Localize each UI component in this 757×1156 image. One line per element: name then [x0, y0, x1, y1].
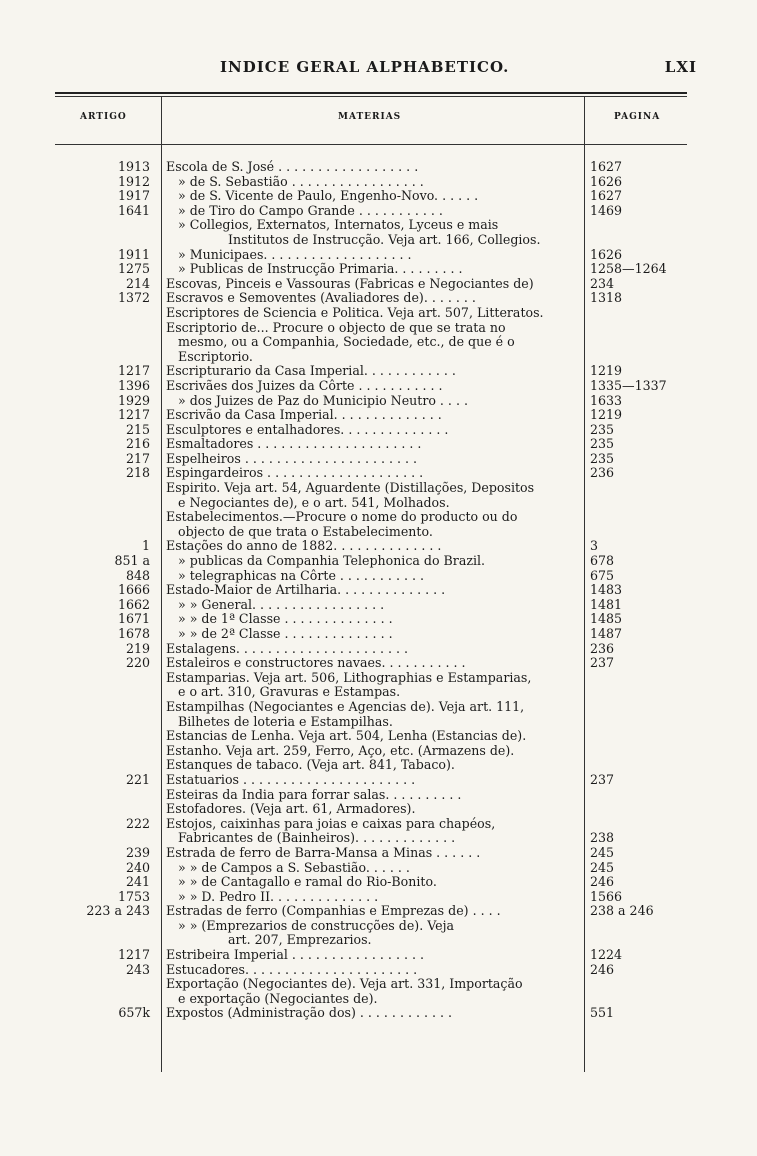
materia-cell: Estofadores. (Veja art. 61, Armadores).: [166, 802, 416, 817]
table-row: [0, 335, 757, 350]
artigo-cell: 219: [125, 640, 150, 656]
artigo-cell: 1753: [117, 888, 150, 904]
pagina-cell: 237: [590, 771, 615, 787]
artigo-cell: 223 a 243: [86, 903, 150, 919]
pagina-cell: 237: [590, 655, 615, 671]
table-row: [0, 758, 757, 773]
pagina-cell: 1318: [590, 290, 623, 306]
table-row: [0, 831, 757, 846]
materia-cell: » » de Cantagallo e ramal do Rio-Bonito.: [178, 875, 437, 890]
table-row: [0, 233, 757, 248]
materia-cell: » telegraphicas na Côrte . . . . . . . . . . .: [178, 568, 424, 583]
artigo-cell: 215: [125, 421, 150, 437]
materia-cell: Estrada de ferro de Barra-Mansa a Minas . . . . . .: [166, 845, 481, 860]
artigo-cell: 214: [125, 275, 150, 291]
pagina-cell: 235: [590, 450, 615, 466]
pagina-cell: 1566: [590, 888, 623, 904]
table-row: [0, 554, 757, 569]
page-header: [0, 58, 757, 82]
artigo-cell: 1913: [117, 159, 150, 174]
table-row: [0, 204, 757, 219]
pagina-cell: 1258—1264: [590, 261, 667, 277]
pagina-cell: 1487: [590, 626, 623, 641]
page-title: INDICE GERAL ALPHABETICO.: [220, 58, 510, 76]
table-row: [0, 933, 757, 948]
materia-cell: Escripturario da Casa Imperial. . . . . . . . . . . .: [166, 364, 456, 379]
table-row: [0, 350, 757, 365]
materia-cell: Exportação (Negociantes de). Veja art. 331, Importação: [166, 977, 523, 992]
table-row: [0, 481, 757, 496]
pagina-cell: 1483: [590, 582, 623, 598]
artigo-cell: 1396: [117, 377, 150, 393]
materia-cell: Escriptorio.: [178, 349, 253, 364]
table-row: [0, 189, 757, 204]
table-row: [0, 539, 757, 554]
materia-cell: Estribeira Imperial . . . . . . . . . . . . . . . . .: [166, 948, 424, 963]
artigo-cell: 1662: [117, 596, 150, 612]
artigo-cell: 221: [125, 771, 150, 787]
table-row: [0, 802, 757, 817]
table-row: [0, 729, 757, 744]
pagina-cell: 1335—1337: [590, 377, 667, 393]
artigo-cell: 243: [125, 961, 150, 977]
table-row: [0, 744, 757, 759]
pagina-cell: 245: [590, 859, 615, 875]
pagina-cell: 1485: [590, 611, 623, 627]
materia-cell: Esteiras da India para forrar salas. . . . . . . . . .: [166, 787, 462, 802]
materia-cell: e Negociantes de), e o art. 541, Molhados.: [178, 495, 450, 510]
table-row: [0, 919, 757, 934]
table-row: [0, 525, 757, 540]
table-row: [0, 788, 757, 803]
table-row: [0, 890, 757, 905]
pagina-cell: 3: [590, 538, 599, 554]
materia-cell: Estabelecimentos.—Procure o nome do producto ou do: [166, 510, 518, 525]
materia-cell: Estradas de ferro (Companhias e Emprezas de) . . . .: [166, 904, 501, 919]
materia-cell: Escriptores de Sciencia e Politica. Veja art. 507, Litteratos.: [166, 305, 544, 320]
table-row: [0, 963, 757, 978]
materia-cell: Escrivães dos Juizes da Côrte . . . . . . . . . . .: [166, 378, 443, 393]
table-row: [0, 175, 757, 190]
artigo-cell: 220: [125, 655, 150, 671]
table-row: [0, 394, 757, 409]
table-row: [0, 875, 757, 890]
table-row: [0, 466, 757, 481]
artigo-cell: 1217: [117, 363, 150, 379]
materia-cell: » de Tiro do Campo Grande . . . . . . . . . . .: [178, 203, 443, 218]
materia-cell: Escriptorio de... Procure o objecto de que se trata no: [166, 320, 506, 335]
table-row: [0, 248, 757, 263]
table-row: [0, 583, 757, 598]
pagina-cell: 1633: [590, 392, 623, 408]
materia-cell: Espingardeiros . . . . . . . . . . . . . . . . . . . .: [166, 466, 424, 481]
materia-cell: » » (Emprezarios de construcções de). Veja: [178, 918, 455, 933]
table-row: [0, 452, 757, 467]
table-row: [0, 379, 757, 394]
materia-cell: Escrivão da Casa Imperial. . . . . . . . . . . . . .: [166, 408, 442, 423]
table-row: [0, 408, 757, 423]
pagina-cell: 238 a 246: [590, 903, 654, 919]
table-row: [0, 817, 757, 832]
pagina-cell: 1626: [590, 246, 623, 262]
materia-cell: » » General. . . . . . . . . . . . . . . . .: [178, 597, 385, 612]
table-row: [0, 1006, 757, 1021]
artigo-cell: 239: [125, 844, 150, 860]
materia-cell: Estaleiros e constructores navaes. . . . . . . . . . .: [166, 656, 466, 671]
artigo-cell: 848: [125, 567, 150, 583]
table-row: [0, 671, 757, 686]
materia-cell: Estucadores. . . . . . . . . . . . . . . . . . . . . .: [166, 962, 418, 977]
materia-cell: Estanques de tabaco. (Veja art. 841, Tabaco).: [166, 758, 455, 773]
materia-cell: Expostos (Administração dos) . . . . . . . . . . . .: [166, 1006, 452, 1021]
materia-cell: » » de 2ª Classe . . . . . . . . . . . . . .: [178, 627, 393, 641]
artigo-cell: 240: [125, 859, 150, 875]
pagina-cell: 1219: [590, 407, 623, 423]
artigo-cell: 1666: [117, 582, 150, 598]
artigo-cell: 657k: [118, 1005, 150, 1021]
table-row: [0, 218, 757, 233]
materia-cell: Estamparias. Veja art. 506, Lithographias e Estamparias,: [166, 670, 532, 685]
table-row: [0, 306, 757, 321]
materia-cell: » de S. Vicente de Paulo, Engenho-Novo. . . . . .: [178, 189, 479, 204]
table-row: [0, 364, 757, 379]
artigo-cell: 1: [141, 538, 150, 554]
page-number: LXI: [664, 58, 697, 76]
materia-cell: » » de Campos a S. Sebastião. . . . . .: [178, 860, 410, 875]
pagina-cell: 1219: [590, 363, 623, 379]
artigo-cell: 1372: [117, 290, 150, 306]
materia-cell: objecto de que trata o Estabelecimento.: [178, 524, 433, 539]
table-row: [0, 437, 757, 452]
pagina-cell: 1224: [590, 947, 623, 963]
materia-cell: Escovas, Pinceis e Vassouras (Fabricas e Negociantes de): [166, 276, 534, 291]
artigo-cell: 1912: [117, 173, 150, 189]
table-row: [0, 160, 757, 175]
table-row: [0, 700, 757, 715]
artigo-cell: 1217: [117, 947, 150, 963]
materia-cell: » dos Juizes de Paz do Municipio Neutro . . . .: [178, 393, 468, 408]
table-row: [0, 569, 757, 584]
table-row: [0, 685, 757, 700]
artigo-cell: 222: [125, 815, 150, 831]
pagina-cell: 246: [590, 961, 615, 977]
artigo-cell: 241: [125, 874, 150, 890]
materia-cell: » Municipaes. . . . . . . . . . . . . . . . . . .: [178, 247, 412, 262]
artigo-cell: 1275: [117, 261, 150, 277]
materia-cell: » » de 1ª Classe . . . . . . . . . . . . . .: [178, 612, 393, 627]
column-header-pagina: PAGINA: [614, 112, 661, 122]
pagina-cell: 1627: [590, 159, 623, 174]
table-row: [0, 992, 757, 1007]
table-row: [0, 277, 757, 292]
materia-cell: » publicas da Companhia Telephonica do Brazil.: [178, 554, 486, 569]
pagina-cell: 235: [590, 436, 615, 452]
table-row: [0, 291, 757, 306]
pagina-cell: 675: [590, 567, 615, 583]
table-row: [0, 656, 757, 671]
materia-cell: Fabricantes de (Bainheiros). . . . . . . . . . . . .: [178, 831, 456, 846]
artigo-cell: 218: [125, 465, 150, 481]
materia-cell: e o art. 310, Gravuras e Estampas.: [178, 685, 401, 700]
pagina-cell: 246: [590, 874, 615, 890]
pagina-cell: 234: [590, 275, 615, 291]
pagina-cell: 1469: [590, 202, 623, 218]
table-row: [0, 773, 757, 788]
pagina-cell: 238: [590, 830, 615, 846]
materia-cell: Estalagens. . . . . . . . . . . . . . . . . . . . . .: [166, 641, 408, 656]
pagina-cell: 551: [590, 1005, 615, 1021]
column-header-artigo: ARTIGO: [80, 112, 127, 122]
pagina-cell: 1481: [590, 596, 623, 612]
table-row: [0, 627, 757, 642]
table-row: [0, 423, 757, 438]
pagina-cell: 245: [590, 844, 615, 860]
table-row: [0, 904, 757, 919]
materia-cell: » de S. Sebastião . . . . . . . . . . . . . . . . .: [178, 174, 424, 189]
pagina-cell: 236: [590, 640, 615, 656]
materia-cell: Espelheiros . . . . . . . . . . . . . . . . . . . . . .: [166, 451, 417, 466]
materia-cell: Esculptores e entalhadores. . . . . . . . . . . . . .: [166, 422, 449, 437]
artigo-cell: 1641: [117, 202, 150, 218]
materia-cell: Estancias de Lenha. Veja art. 504, Lenha (Estancias de).: [166, 729, 527, 744]
artigo-cell: 1911: [117, 246, 150, 262]
table-row: [0, 642, 757, 657]
materia-cell: » » D. Pedro II. . . . . . . . . . . . . .: [178, 889, 379, 904]
materia-cell: art. 207, Emprezarios.: [228, 933, 372, 948]
materia-cell: Estampilhas (Negociantes e Agencias de). Veja art. 111,: [166, 699, 525, 714]
artigo-cell: 851 a: [114, 553, 150, 569]
table-row: [0, 846, 757, 861]
materia-cell: e exportação (Negociantes de).: [178, 991, 378, 1006]
column-header-rule: [55, 144, 687, 145]
header-rule-thin: [55, 96, 687, 97]
pagina-cell: 1626: [590, 173, 623, 189]
materia-cell: Esmaltadores . . . . . . . . . . . . . . . . . . . . .: [166, 437, 422, 452]
artigo-cell: 1929: [117, 392, 150, 408]
pagina-cell: 236: [590, 465, 615, 481]
materia-cell: Estações do anno de 1882. . . . . . . . . . . . . .: [166, 539, 442, 554]
materia-cell: » Publicas de Instrucção Primaria. . . . . . . . .: [178, 262, 463, 277]
table-row: [0, 948, 757, 963]
table-row: [0, 262, 757, 277]
artigo-cell: 1217: [117, 407, 150, 423]
pagina-cell: 235: [590, 421, 615, 437]
materia-cell: Estatuarios . . . . . . . . . . . . . . . . . . . . . .: [166, 772, 416, 787]
table-row: [0, 977, 757, 992]
artigo-cell: 1671: [117, 611, 150, 627]
artigo-cell: 216: [125, 436, 150, 452]
materia-cell: Estado-Maior de Artilharia. . . . . . . . . . . . . .: [166, 583, 446, 598]
table-row: [0, 510, 757, 525]
table-row: [0, 496, 757, 511]
table-row: [0, 715, 757, 730]
table-row: [0, 612, 757, 627]
materia-cell: Institutos de Instrucção. Veja art. 166, Collegios.: [228, 232, 541, 247]
materia-cell: » Collegios, Externatos, Internatos, Lyceus e mais: [178, 218, 499, 233]
materia-cell: Espirito. Veja art. 54, Aguardente (Distillações, Depositos: [166, 481, 535, 496]
pagina-cell: 1627: [590, 188, 623, 204]
column-header-materias: MATERIAS: [338, 112, 402, 122]
materia-cell: Escravos e Semoventes (Avaliadores de). . . . . . .: [166, 291, 476, 306]
table-row: [0, 861, 757, 876]
header-rule: [55, 92, 687, 94]
index-table: [0, 160, 757, 1021]
materia-cell: mesmo, ou a Companhia, Sociedade, etc., de que é o: [178, 335, 515, 350]
materia-cell: Bilhetes de loteria e Estampilhas.: [178, 714, 393, 729]
table-row: [0, 321, 757, 336]
pagina-cell: 678: [590, 553, 615, 569]
materia-cell: Estanho. Veja art. 259, Ferro, Aço, etc. (Armazens de).: [166, 743, 515, 758]
materia-cell: Escola de S. José . . . . . . . . . . . . . . . . . .: [166, 160, 419, 174]
artigo-cell: 1678: [117, 626, 150, 641]
artigo-cell: 1917: [117, 188, 150, 204]
artigo-cell: 217: [125, 450, 150, 466]
materia-cell: Estojos, caixinhas para joias e caixas para chapéos,: [166, 816, 496, 831]
table-row: [0, 598, 757, 613]
